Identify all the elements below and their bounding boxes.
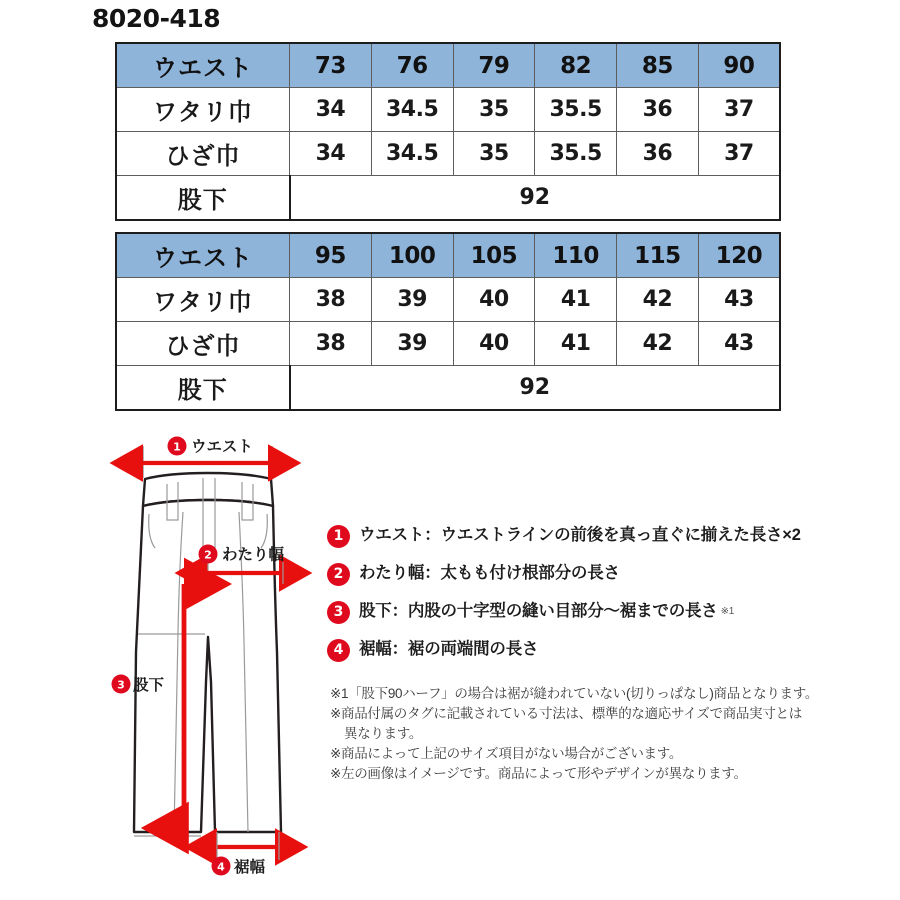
legend-item-thigh: [327, 562, 797, 586]
legend-text-1: ウエスト：ウエストラインの前後を真っ直ぐに揃えた長さ×2: [359, 526, 801, 544]
column-header-waist: ウエスト: [116, 233, 290, 278]
legend-badge-1: 1: [327, 525, 350, 548]
table-cell-merged: 92: [290, 366, 781, 411]
table-row-merged: [116, 176, 780, 221]
table-cell: 38: [290, 278, 372, 322]
table-header-cell: 82: [535, 43, 617, 88]
footnote-line: ※商品によって上記のサイズ項目がない場合がございます。: [330, 746, 683, 761]
waist-label-text: ウエスト: [191, 438, 254, 456]
size-table-large: [115, 232, 781, 411]
table-cell-merged: 92: [290, 176, 781, 221]
legend-text-3: 股下：内股の十字型の縫い目部分～裾までの長さ: [359, 602, 718, 620]
legend-label-2: [359, 562, 620, 585]
row-label: 股下: [116, 366, 290, 411]
hem-measure-arrow: [217, 832, 279, 860]
inseam-label-badge: [112, 675, 131, 694]
legend-badge-3: 3: [327, 601, 350, 624]
table-header-cell: 76: [371, 43, 453, 88]
table-cell: 40: [453, 322, 535, 366]
size-table-small: [115, 42, 781, 221]
table-header-cell: 73: [290, 43, 372, 88]
table-header-row: [116, 43, 780, 88]
footnote-line: ※商品付属のタグに記載されている寸法は、標準的な適応サイズで商品実寸とは: [330, 706, 802, 721]
table-header-cell: 95: [290, 233, 372, 278]
table-cell: 42: [617, 278, 699, 322]
table-cell: 36: [617, 132, 699, 176]
table-row: [116, 278, 780, 322]
table-cell: 39: [371, 278, 453, 322]
legend-badge-4: 4: [327, 639, 350, 662]
table-row: [116, 88, 780, 132]
table-header-cell: 90: [698, 43, 780, 88]
table-cell: 41: [535, 322, 617, 366]
table-cell: 37: [698, 88, 780, 132]
table-cell: 43: [698, 278, 780, 322]
table-cell: 34: [290, 88, 372, 132]
table-cell: 35: [453, 132, 535, 176]
table-header-cell: 79: [453, 43, 535, 88]
thigh-badge-number: 2: [204, 548, 212, 562]
hem-label-badge: [212, 857, 231, 876]
table-cell: 43: [698, 322, 780, 366]
table-cell: 39: [371, 322, 453, 366]
column-header-waist: ウエスト: [116, 43, 290, 88]
legend-label-4: [359, 638, 538, 661]
row-label: ワタリ巾: [116, 278, 290, 322]
waist-badge-number: 1: [173, 440, 181, 454]
table-cell: 35.5: [535, 88, 617, 132]
thigh-label-badge: [199, 545, 218, 564]
row-label: ひざ巾: [116, 322, 290, 366]
measurement-legend: [327, 524, 801, 676]
footnote-line: 異なります。: [344, 726, 423, 741]
hem-label-text: 裾幅: [234, 859, 266, 876]
footnote-line: ※1「股下90ハーフ」の場合は裾が縫われていない(切りっぱなし)商品となります。: [330, 686, 819, 701]
table-cell: 40: [453, 278, 535, 322]
table-header-cell: 105: [453, 233, 535, 278]
pants-illustration: [105, 432, 320, 882]
table-cell: 35: [453, 88, 535, 132]
footnotes: [330, 684, 819, 784]
table-cell: 35.5: [535, 132, 617, 176]
table-header-cell: 115: [617, 233, 699, 278]
table-row: [116, 132, 780, 176]
footnote-line: ※左の画像はイメージです。商品によって形やデザインが異なります。: [330, 766, 747, 781]
table-header-row: [116, 233, 780, 278]
legend-badge-2: 2: [327, 563, 350, 586]
table-header-cell: 110: [535, 233, 617, 278]
table-row: [116, 322, 780, 366]
table-header-cell: 85: [617, 43, 699, 88]
pants-outline: [134, 473, 281, 832]
thigh-label-text: わたり幅: [222, 546, 285, 564]
legend-item-waist: [327, 524, 801, 548]
legend-label-3: [359, 600, 734, 623]
table-cell: 41: [535, 278, 617, 322]
table-cell: 42: [617, 322, 699, 366]
hem-badge-number: 4: [217, 860, 225, 874]
table-cell: 34.5: [371, 132, 453, 176]
row-label: ワタリ巾: [116, 88, 290, 132]
table-cell: 34: [290, 132, 372, 176]
legend-text-4: 裾幅：裾の両端間の長さ: [359, 640, 539, 658]
legend-label-1: [359, 524, 801, 547]
inseam-label-text: 股下: [133, 677, 165, 694]
legend-text-2: わたり幅：太もも付け根部分の長さ: [359, 564, 620, 582]
row-label: ひざ巾: [116, 132, 290, 176]
table-cell: 37: [698, 132, 780, 176]
table-cell: 36: [617, 88, 699, 132]
table-header-cell: 100: [371, 233, 453, 278]
page-title: 8020-418: [92, 4, 221, 33]
legend-item-hem: [327, 638, 797, 662]
table-cell: 34.5: [371, 88, 453, 132]
table-row-merged: [116, 366, 780, 411]
legend-footnote-marker: ※1: [720, 606, 735, 617]
table-header-cell: 120: [698, 233, 780, 278]
table-cell: 38: [290, 322, 372, 366]
row-label: 股下: [116, 176, 290, 221]
inseam-badge-number: 3: [117, 678, 125, 692]
legend-item-inseam: [327, 600, 797, 624]
waist-label-badge: [168, 437, 187, 456]
